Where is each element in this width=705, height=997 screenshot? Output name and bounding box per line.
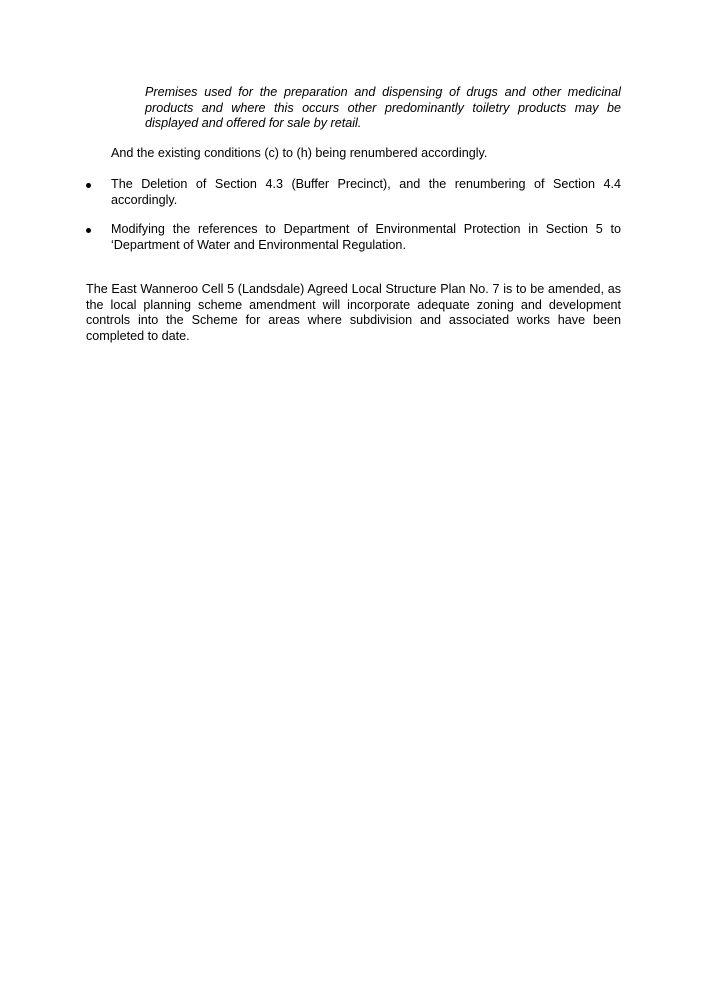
renumber-note: And the existing conditions (c) to (h) being renumbered accordingly. [111,146,488,160]
list-item-text: Modifying the references to Department of Environmental Protection in Section 5 to ‘Department of Water and Environmental Regulation. [111,222,621,252]
closing-paragraph: The East Wanneroo Cell 5 (Landsdale) Agreed Local Structure Plan No. 7 is to be amended, as the local planning scheme amendment will incorporate adequate zoning and development controls into the Scheme for areas where subdivision and associated works have been completed to date. [86,282,621,343]
list-item-text: The Deletion of Section 4.3 (Buffer Precinct), and the renumbering of Section 4.4 accordingly. [111,177,621,207]
bullet-icon [86,183,91,188]
definition-paragraph: Premises used for the preparation and dispensing of drugs and other medicinal products and where this occurs other predominantly toiletry products may be displayed and offered for sale by retail. [145,85,621,131]
bullet-icon [86,228,91,233]
